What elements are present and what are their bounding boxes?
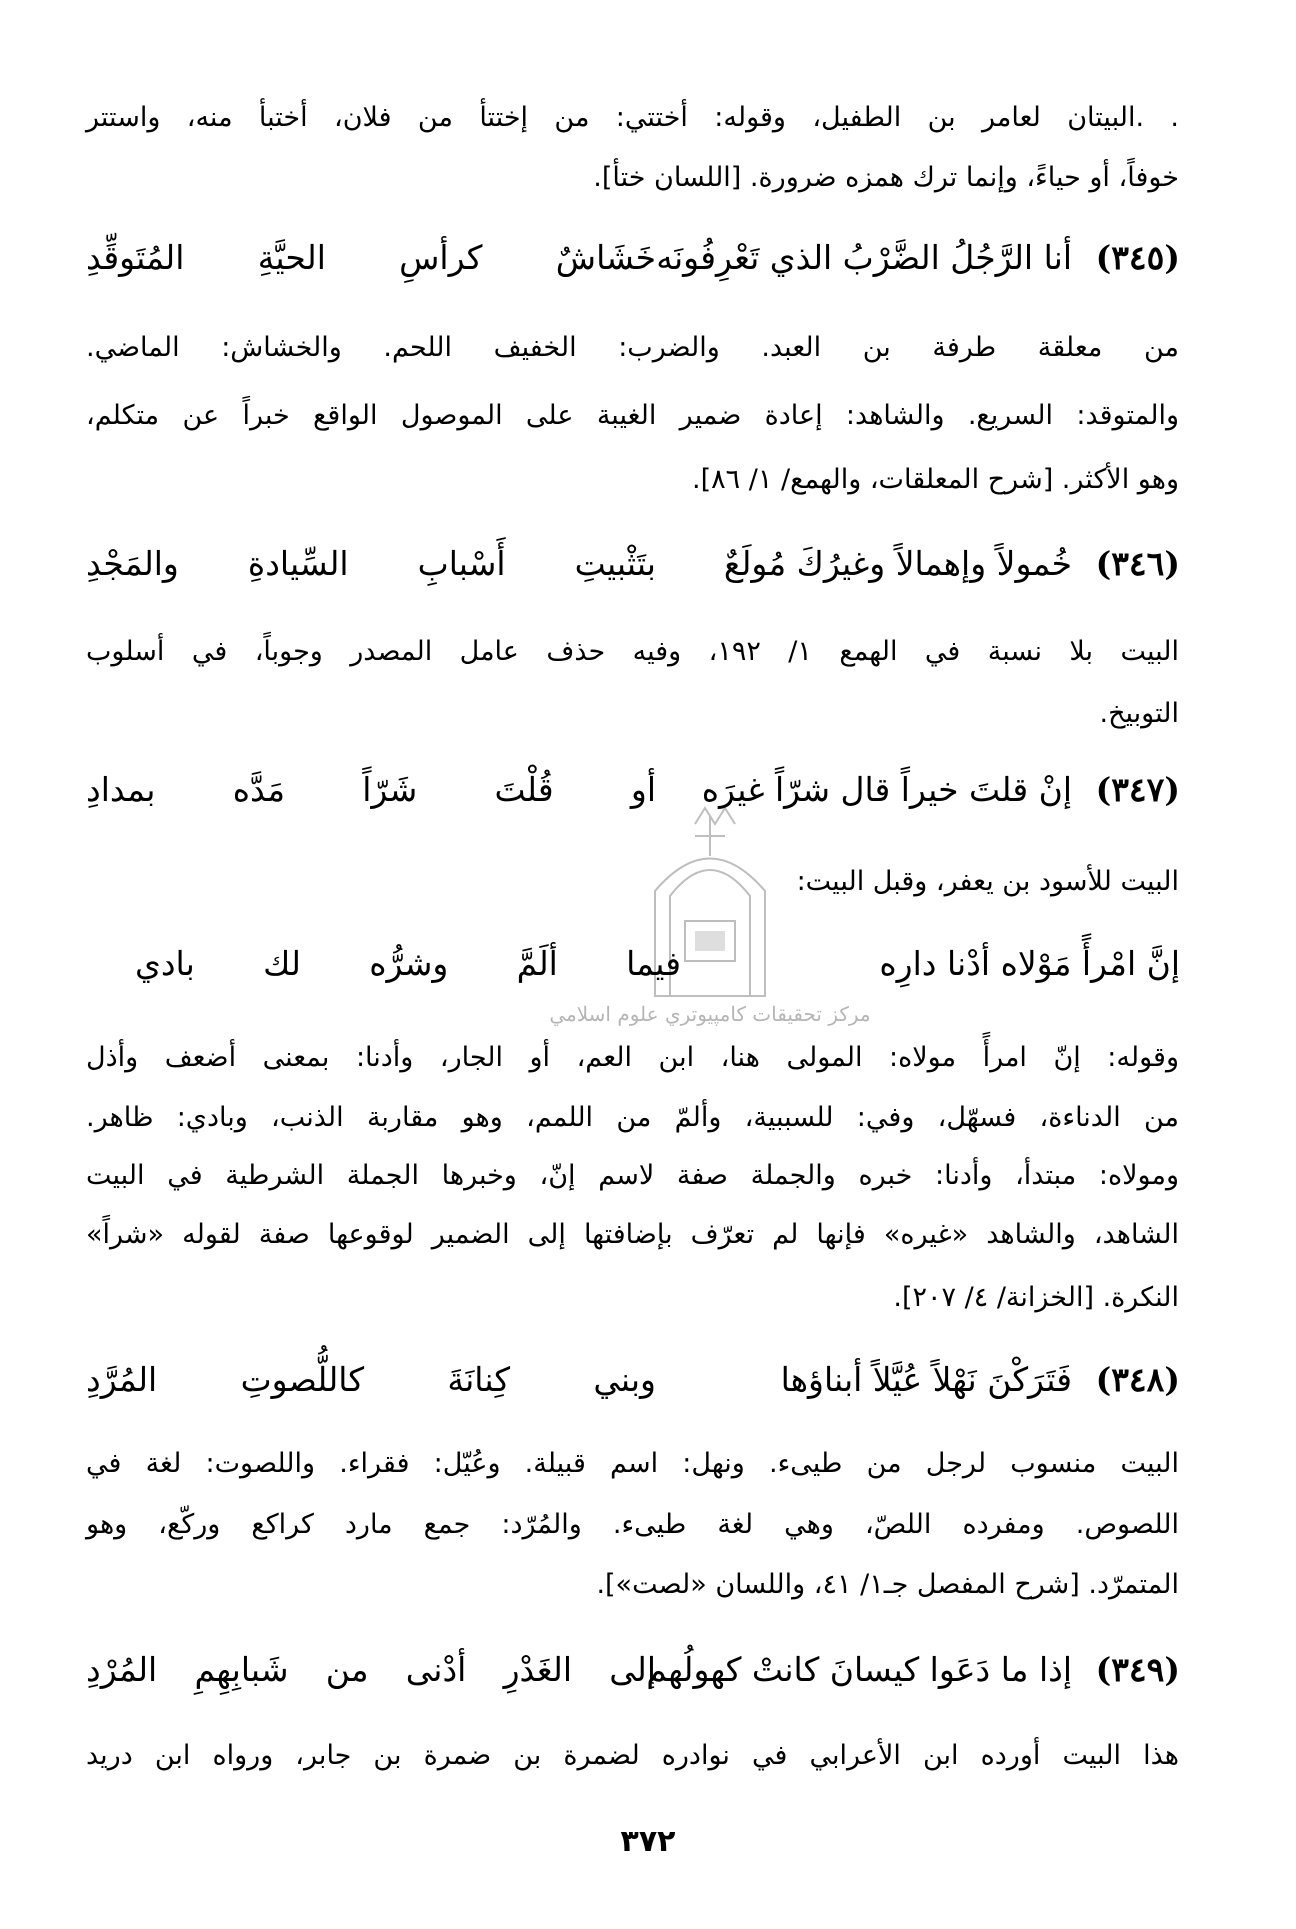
text-line: . .البيتان لعامر بن الطفيل، وقوله: أختتي: من إختتأ من فلان، أختبأ منه، واستتر xyxy=(86,102,1179,133)
text-line: والمتوقد: السريع. والشاهد: إعادة ضمير الغيبة على الموصول الواقع خبراً عن متكلم، xyxy=(86,400,1179,431)
text-line: هذا البيت أورده ابن الأعرابي في نوادره لضمرة بن ضمرة بن جابر، ورواه ابن دريد xyxy=(86,1740,1179,1771)
text-line: التوبيخ. xyxy=(1099,698,1179,729)
verse-first-hemistich: إذا ما دَعَوا كيسانَ كانتْ كهولُهم xyxy=(646,1650,1072,1689)
page-number: ٣٧٢ xyxy=(620,1824,676,1859)
text-line: النكرة. [الخزانة/ ٤/ ٢٠٧]. xyxy=(893,1282,1179,1313)
verse-second-hemistich: خَشَاشٌ كرأسِ الحيَّةِ المُتَوقِّدِ xyxy=(86,238,656,277)
text-line: من الدناءة، فسهّل، وفي: للسببية، وألمّ من اللمم، وهو مقاربة الذنب، وبادي: ظاهر. xyxy=(86,1102,1179,1133)
verse-first-hemistich: خُمولاً وإهمالاً وغيرُكَ مُولَعٌ xyxy=(723,544,1072,583)
text-line: وقوله: إنّ امرأً مولاه: المولى هنا، ابن العم، أو الجار، وأدنا: بمعنى أضعف وأذل xyxy=(86,1042,1179,1073)
verse-first-hemistich: إنَّ امْرأً مَوْلاه أدْنا دارِه xyxy=(879,944,1180,983)
text-line: الشاهد، والشاهد «غيره» فإنها لم تعرّف بإضافتها إلى الضمير لوقوعها صفة لقوله «شراً» xyxy=(86,1219,1179,1250)
verse-first-hemistich: إنْ قلتَ خيراً قال شرّاً غيرَه xyxy=(701,770,1072,809)
verse-number: (٣٤٧) xyxy=(1095,770,1180,809)
verse-number: (٣٤٥) xyxy=(1095,238,1180,277)
text-line: البيت للأسود بن يعفر، وقبل البيت: xyxy=(796,866,1179,897)
text-line: وهو الأكثر. [شرح المعلقات، والهمع/ ١/ ٨٦]. xyxy=(692,464,1179,495)
text-line: البيت بلا نسبة في الهمع ١/ ١٩٢، وفيه حذف عامل المصدر وجوباً، في أسلوب xyxy=(86,636,1179,667)
verse-second-hemistich: بتَثْبيتِ أَسْبابِ السِّيادةِ والمَجْدِ xyxy=(86,544,656,583)
text-line: المتمرّد. [شرح المفصل جـ١/ ٤١، واللسان «لصت»]. xyxy=(596,1569,1179,1600)
verse-first-hemistich: فَتَرَكْنَ نَهْلاً عُيَّلاً أبناؤها xyxy=(780,1360,1072,1399)
text-line: اللصوص. ومفرده اللصّ، وهي لغة طيىء. والمُرّد: جمع مارد كراكع وركّع، وهو xyxy=(86,1509,1179,1540)
verse-second-hemistich: أو قُلْتَ شَرّاً مَدَّه بمدادِ xyxy=(86,770,656,809)
text-line: ومولاه: مبتدأ، وأدنا: خبره والجملة صفة لاسم إنّ، وخبرها الجملة الشرطية في البيت xyxy=(86,1160,1179,1191)
watermark-text: مركز تحقيقات كامپيوتري علوم اسلامي xyxy=(549,1002,871,1026)
text-line: البيت منسوب لرجل من طيىء. ونهل: اسم قبيلة. وعُيّل: فقراء. واللصوت: لغة في xyxy=(86,1448,1179,1479)
text-line: خوفاً، أو حياءً، وإنما ترك همزه ضرورة. [اللسان ختأ]. xyxy=(593,162,1179,193)
verse-number: (٣٤٦) xyxy=(1095,544,1180,583)
verse-number: (٣٤٨) xyxy=(1095,1360,1180,1399)
watermark-logo xyxy=(545,796,875,1031)
verse-second-hemistich: إلى الغَدْرِ أدْنى من شَبابِهِمِ المُرْدِ xyxy=(86,1650,656,1689)
verse-number: (٣٤٩) xyxy=(1095,1650,1180,1689)
text-line: من معلقة طرفة بن العبد. والضرب: الخفيف اللحم. والخشاش: الماضي. xyxy=(86,332,1179,363)
verse-second-hemistich: فيما ألَمَّ وشرُّه لك بادي xyxy=(135,944,681,983)
verse-first-hemistich: أنا الرَّجُلُ الضَّرْبُ الذي تَعْرِفُونَه xyxy=(656,238,1072,277)
verse-second-hemistich: وبني كِنانَةَ كاللُّصوتِ المُرَّدِ xyxy=(86,1360,656,1399)
